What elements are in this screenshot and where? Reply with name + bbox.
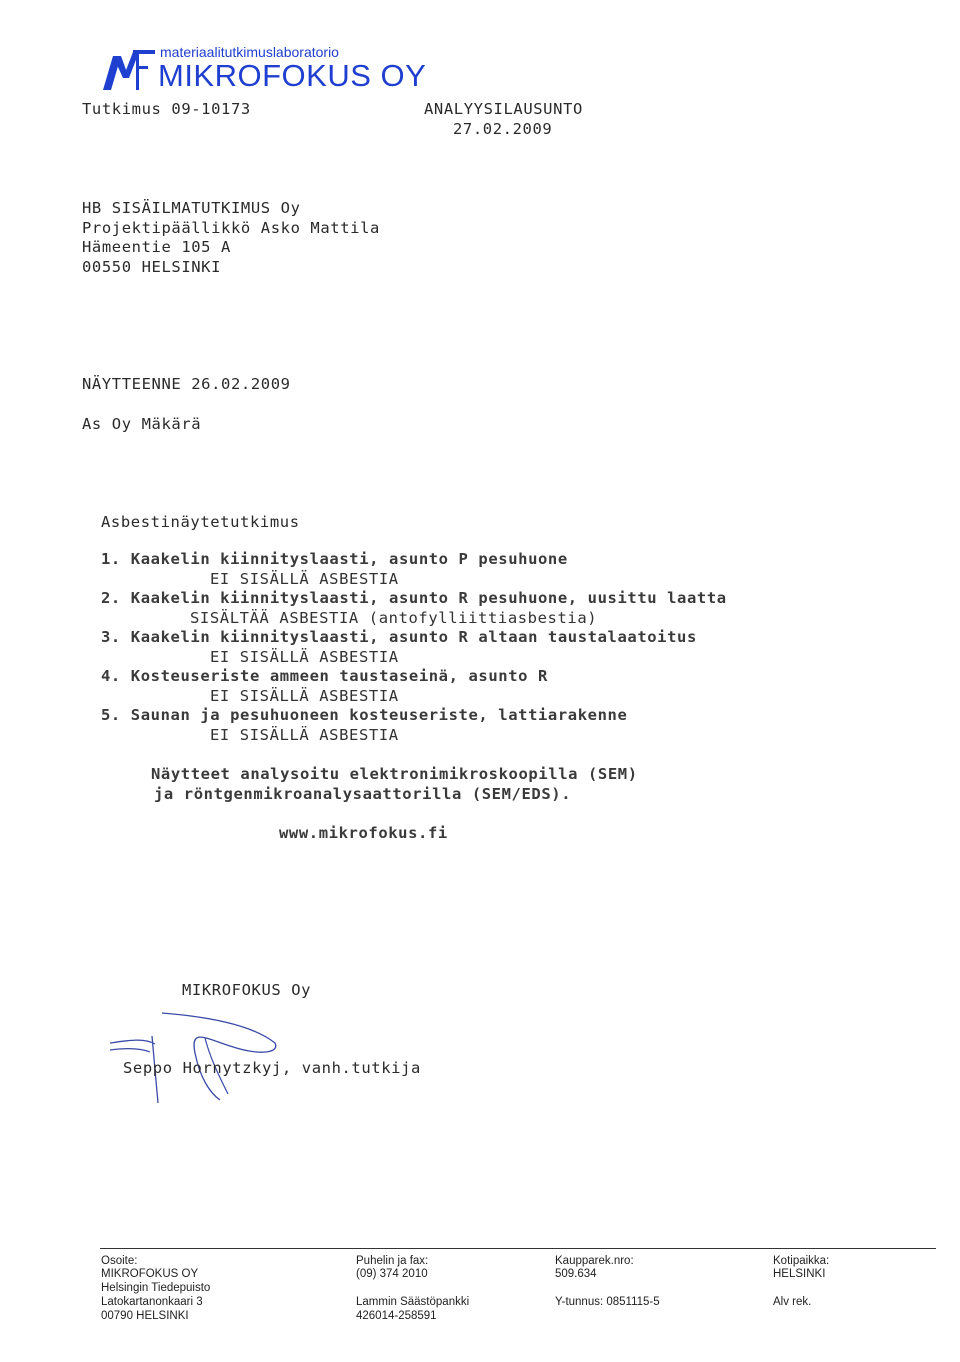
signer-name: Seppo Hornytzkyj, vanh.tutkija <box>123 1059 421 1077</box>
footer-phone-number: (09) 374 2010 <box>356 1268 428 1280</box>
footer-phone-label: Puhelin ja fax: <box>356 1255 429 1267</box>
analysis-title: Asbestinäytetutkimus <box>101 513 300 531</box>
footer-domicile-label: Kotipaikka: <box>773 1255 830 1267</box>
footer-address-line: Helsingin Tiedepuisto <box>101 1282 211 1294</box>
website-link[interactable]: www.mikrofokus.fi <box>279 824 448 842</box>
footer-vat: Alv rek. <box>773 1296 812 1308</box>
signature-company: MIKROFOKUS Oy <box>182 981 312 999</box>
sample-3-description: 3. Kaakelin kiinnityslaasti, asunto R altaan taustalaatoitus <box>101 628 697 646</box>
footer-bank-account: 426014-258591 <box>356 1310 437 1322</box>
sample-2-description: 2. Kaakelin kiinnityslaasti, asunto R pesuhuone, uusittu laatta <box>101 589 727 607</box>
logo-company-name: MIKROFOKUS OY <box>158 58 427 93</box>
footer-address-line: Latokartanonkaari 3 <box>101 1296 203 1308</box>
site-name: As Oy Mäkärä <box>82 415 202 433</box>
footer-registry-number: 509.634 <box>555 1268 597 1280</box>
method-line-1: Näytteet analysoitu elektronimikroskoopilla (SEM) <box>151 765 638 783</box>
sample-1-description: 1. Kaakelin kiinnityslaasti, asunto P pesuhuone <box>101 550 568 568</box>
company-logo-icon <box>103 44 155 90</box>
recipient-street: Hämeentie 105 A <box>82 238 231 256</box>
recipient-company: HB SISÄILMATUTKIMUS Oy <box>82 199 301 217</box>
logo-subtitle: materiaalitutkimuslaboratorio <box>160 44 339 60</box>
document-date: 27.02.2009 <box>453 120 553 138</box>
footer-address-label: Osoite: <box>101 1255 138 1267</box>
recipient-contact: Projektipäällikkö Asko Mattila <box>82 219 380 237</box>
study-number: Tutkimus 09-10173 <box>82 100 251 118</box>
footer-business-id: Y-tunnus: 0851115-5 <box>555 1296 660 1308</box>
method-line-2: ja röntgenmikroanalysaattorilla (SEM/EDS). <box>154 785 572 803</box>
sample-4-description: 4. Kosteuseriste ammeen taustaseinä, asunto R <box>101 667 548 685</box>
document-type: ANALYYSILAUSUNTO <box>424 100 583 118</box>
sample-5-result: EI SISÄLLÄ ASBESTIA <box>210 726 399 744</box>
footer-bank: Lammin Säästöpankki <box>356 1296 470 1308</box>
footer-address-line: MIKROFOKUS OY <box>101 1268 199 1280</box>
footer-domicile-city: HELSINKI <box>773 1268 826 1280</box>
sample-4-result: EI SISÄLLÄ ASBESTIA <box>210 687 399 705</box>
sample-3-result: EI SISÄLLÄ ASBESTIA <box>210 648 399 666</box>
samples-date: NÄYTTEENNE 26.02.2009 <box>82 375 291 393</box>
sample-1-result: EI SISÄLLÄ ASBESTIA <box>210 570 399 588</box>
recipient-city: 00550 HELSINKI <box>82 258 222 276</box>
sample-5-description: 5. Saunan ja pesuhuoneen kosteuseriste, lattiarakenne <box>101 706 628 724</box>
footer-address-line: 00790 HELSINKI <box>101 1310 189 1322</box>
footer-registry-label: Kaupparek.nro: <box>555 1255 634 1267</box>
sample-2-result: SISÄLTÄÄ ASBESTIA (antofylliittiasbestia) <box>190 609 598 627</box>
handwritten-signature-icon <box>110 1008 310 1108</box>
footer-divider <box>100 1248 936 1249</box>
